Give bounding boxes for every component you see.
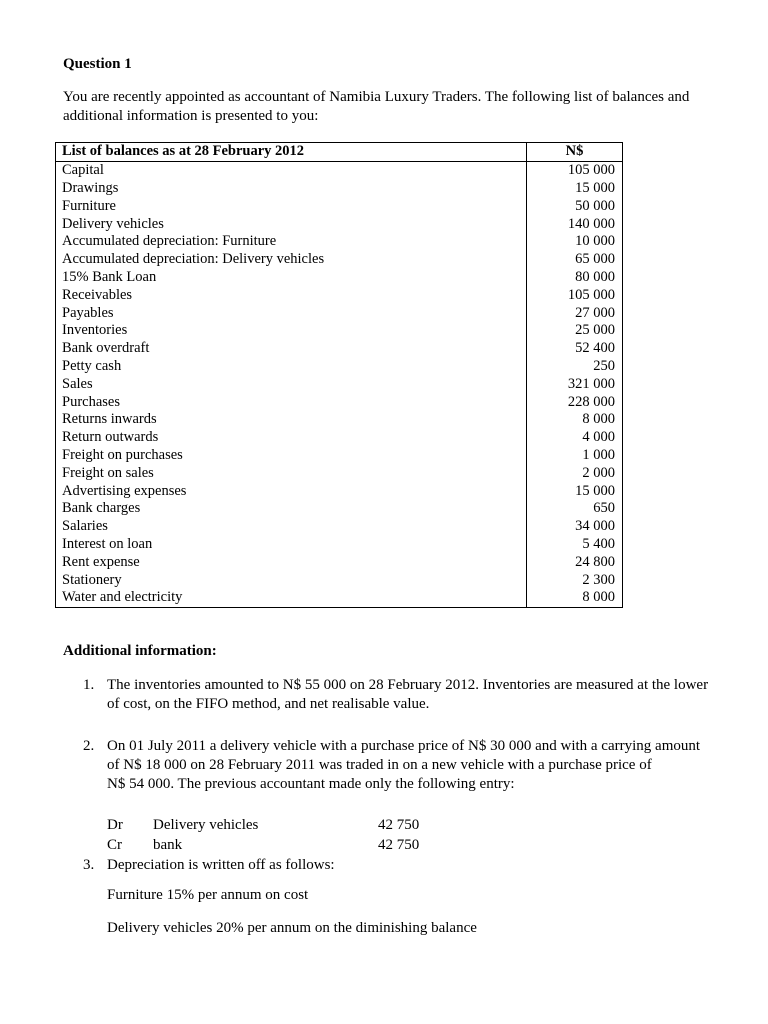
list-item-1 <box>83 676 723 714</box>
balance-label: Freight on sales <box>56 464 527 482</box>
intro-paragraph: You are recently appointed as accountant of Namibia Luxury Traders. The following list of balances and additional information is presented to you: <box>63 89 690 124</box>
list-item-line: N$ 54 000. The previous accountant made only the following entry: <box>107 776 515 792</box>
balances-table <box>55 142 623 608</box>
balance-label: Freight on purchases <box>56 447 527 465</box>
table-header-label: List of balances as at 28 February 2012 <box>56 143 527 162</box>
balance-amount: 1 000 <box>527 447 623 465</box>
balance-amount: 8 000 <box>527 411 623 429</box>
table-row <box>56 340 623 358</box>
list-item-line: of N$ 18 000 on 28 February 2011 was traded in on a new vehicle with a purchase price of <box>107 757 652 773</box>
table-body <box>56 161 623 607</box>
balance-label: 15% Bank Loan <box>56 269 527 287</box>
table-row <box>56 322 623 340</box>
table-row <box>56 482 623 500</box>
balance-label: Delivery vehicles <box>56 215 527 233</box>
list-item-3 <box>83 856 723 875</box>
list-item-2 <box>83 737 723 794</box>
balance-label: Interest on loan <box>56 536 527 554</box>
balance-amount: 2 000 <box>527 464 623 482</box>
balance-amount: 80 000 <box>527 269 623 287</box>
balance-label: Petty cash <box>56 358 527 376</box>
table-row <box>56 536 623 554</box>
table-row <box>56 215 623 233</box>
balance-label: Rent expense <box>56 553 527 571</box>
balance-label: Return outwards <box>56 429 527 447</box>
balance-amount: 34 000 <box>527 518 623 536</box>
list-item-number: 3. <box>83 857 95 873</box>
balance-amount: 15 000 <box>527 180 623 198</box>
credit-amount: 42 750 <box>378 837 420 853</box>
list-item-line: On 01 July 2011 a delivery vehicle with a purchase price of N$ 30 000 and with a carrying amount <box>107 738 701 754</box>
debit-account: Delivery vehicles <box>153 817 259 833</box>
balance-label: Advertising expenses <box>56 482 527 500</box>
balance-amount: 24 800 <box>527 553 623 571</box>
table-header-row <box>56 143 623 162</box>
balance-amount: 50 000 <box>527 197 623 215</box>
credit-account: bank <box>153 837 183 853</box>
balance-label: Stationery <box>56 571 527 589</box>
additional-info-title: Additional information: <box>63 643 217 659</box>
table-row <box>56 464 623 482</box>
depreciation-vehicles: Delivery vehicles 20% per annum on the diminishing balance <box>107 920 477 936</box>
credit-code: Cr <box>107 837 122 853</box>
list-item-text: The inventories amounted to N$ 55 000 on 28 February 2012. Inventories are measured at the lower of cost, on the FIFO method, and net realisable value. <box>107 677 709 712</box>
table-row <box>56 304 623 322</box>
balance-label: Inventories <box>56 322 527 340</box>
balance-label: Returns inwards <box>56 411 527 429</box>
balance-amount: 2 300 <box>527 571 623 589</box>
list-item-number: 2. <box>83 738 95 754</box>
balance-amount: 65 000 <box>527 251 623 269</box>
balance-amount: 105 000 <box>527 161 623 179</box>
table-row <box>56 411 623 429</box>
balance-amount: 4 000 <box>527 429 623 447</box>
balance-label: Bank overdraft <box>56 340 527 358</box>
table-row <box>56 500 623 518</box>
list-item-text: Depreciation is written off as follows: <box>107 857 335 873</box>
balance-amount: 27 000 <box>527 304 623 322</box>
table-row <box>56 429 623 447</box>
table-row <box>56 393 623 411</box>
balance-label: Furniture <box>56 197 527 215</box>
table-row <box>56 286 623 304</box>
balance-amount: 25 000 <box>527 322 623 340</box>
table-row <box>56 518 623 536</box>
table-row <box>56 161 623 179</box>
balance-amount: 321 000 <box>527 375 623 393</box>
table-row <box>56 447 623 465</box>
table-row <box>56 251 623 269</box>
question-title: Question 1 <box>63 56 132 72</box>
balance-label: Sales <box>56 375 527 393</box>
balance-label: Receivables <box>56 286 527 304</box>
table-row <box>56 375 623 393</box>
balance-amount: 250 <box>527 358 623 376</box>
balance-amount: 10 000 <box>527 233 623 251</box>
balance-label: Salaries <box>56 518 527 536</box>
balance-label: Accumulated depreciation: Furniture <box>56 233 527 251</box>
table-row <box>56 358 623 376</box>
table-row <box>56 553 623 571</box>
debit-amount: 42 750 <box>378 817 420 833</box>
table-row <box>56 571 623 589</box>
depreciation-furniture: Furniture 15% per annum on cost <box>107 887 309 903</box>
balance-amount: 650 <box>527 500 623 518</box>
balance-amount: 8 000 <box>527 589 623 607</box>
table-row <box>56 269 623 287</box>
balance-amount: 15 000 <box>527 482 623 500</box>
balance-amount: 5 400 <box>527 536 623 554</box>
balance-label: Bank charges <box>56 500 527 518</box>
balance-amount: 105 000 <box>527 286 623 304</box>
balance-amount: 140 000 <box>527 215 623 233</box>
debit-code: Dr <box>107 817 123 833</box>
balance-label: Payables <box>56 304 527 322</box>
table-row <box>56 589 623 607</box>
balance-label: Purchases <box>56 393 527 411</box>
balance-label: Water and electricity <box>56 589 527 607</box>
balance-label: Accumulated depreciation: Delivery vehicles <box>56 251 527 269</box>
balance-amount: 228 000 <box>527 393 623 411</box>
table-row <box>56 233 623 251</box>
list-item-number: 1. <box>83 677 95 693</box>
balance-amount: 52 400 <box>527 340 623 358</box>
table-header-currency: N$ <box>527 143 623 162</box>
table-row <box>56 180 623 198</box>
table-row <box>56 197 623 215</box>
balance-label: Capital <box>56 161 527 179</box>
balance-label: Drawings <box>56 180 527 198</box>
